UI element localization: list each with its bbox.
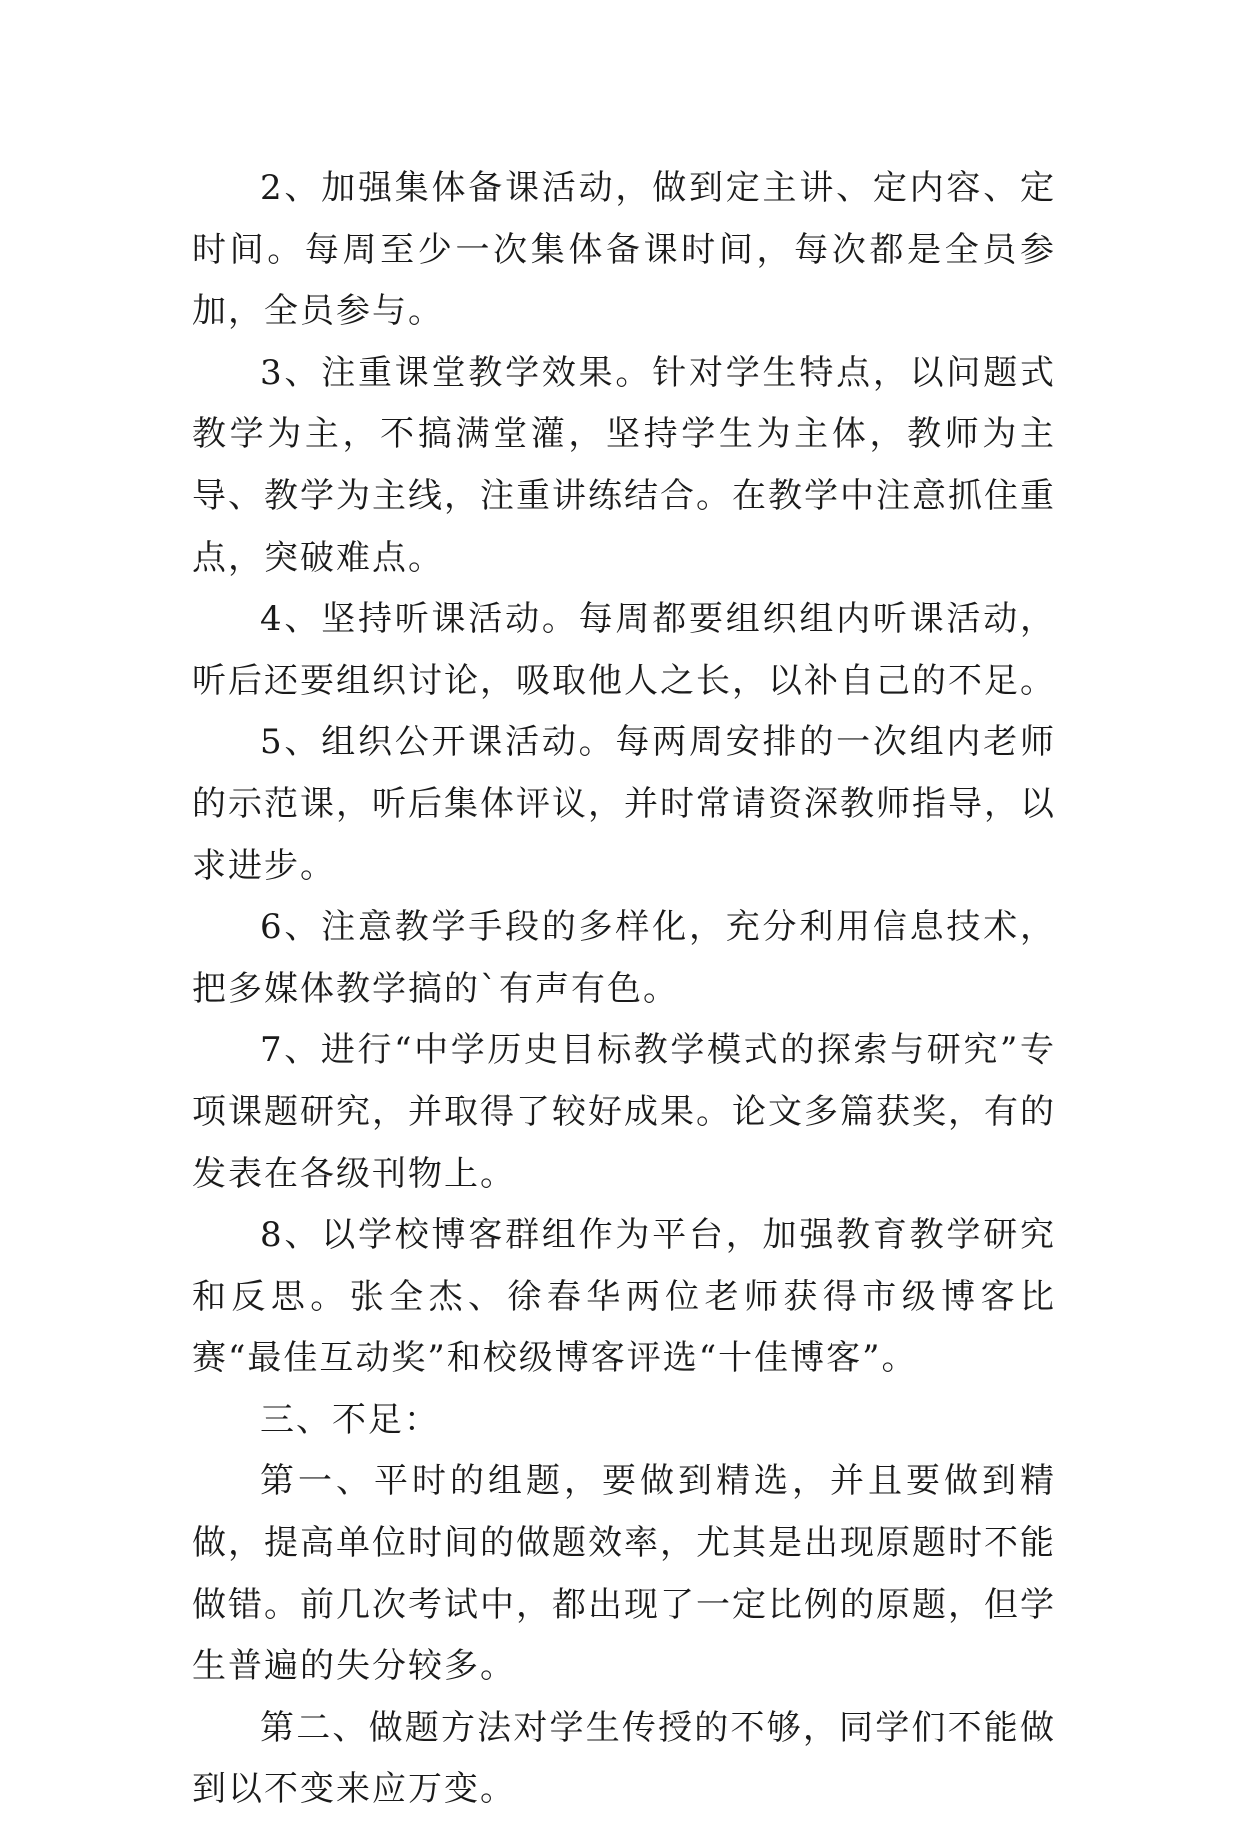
paragraph-item-8: 8、以学校博客群组作为平台，加强教育教学研究和反思。张全杰、徐春华两位老师获得市级博客比赛“最佳互动奖”和校级博客评选“十佳博客”。: [192, 1215, 1056, 1379]
paragraph-item-4: 4、坚持听课活动。每周都要组织组内听课活动，听后还要组织讨论，吸取他人之长，以补自己的不足。: [192, 599, 1056, 701]
paragraph-item-2: 2、加强集体备课活动，做到定主讲、定内容、定时间。每周至少一次集体备课时间，每次都是全员参加，全员参与。: [192, 168, 1056, 332]
paragraph-item-5: 5、组织公开课活动。每两周安排的一次组内老师的示范课，听后集体评议，并时常请资深教师指导，以求进步。: [192, 722, 1056, 886]
paragraph-item-7: 7、进行“中学历史目标教学模式的探索与研究”专项课题研究，并取得了较好成果。论文多篇获奖，有的发表在各级刊物上。: [192, 1030, 1056, 1194]
paragraph-shortcoming-2: 第二、做题方法对学生传授的不够，同学们不能做到以不变来应万变。: [192, 1707, 1056, 1810]
document-body: [192, 158, 1056, 1821]
paragraph-item-6: 6、注意教学手段的多样化，充分利用信息技术，把多媒体教学搞的`有声有色。: [192, 907, 1056, 1009]
paragraph-item-3: 3、注重课堂教学效果。针对学生特点，以问题式教学为主，不搞满堂灌，坚持学生为主体，教师为主导、教学为主线，注重讲练结合。在教学中注意抓住重点，突破难点。: [192, 352, 1056, 578]
section-heading-shortcomings: 三、不足：: [260, 1399, 440, 1440]
paragraph-shortcoming-1: 第一、平时的组题，要做到精选，并且要做到精做，提高单位时间的做题效率，尤其是出现原题时不能做错。前几次考试中，都出现了一定比例的原题，但学生普遍的失分较多。: [192, 1461, 1056, 1687]
